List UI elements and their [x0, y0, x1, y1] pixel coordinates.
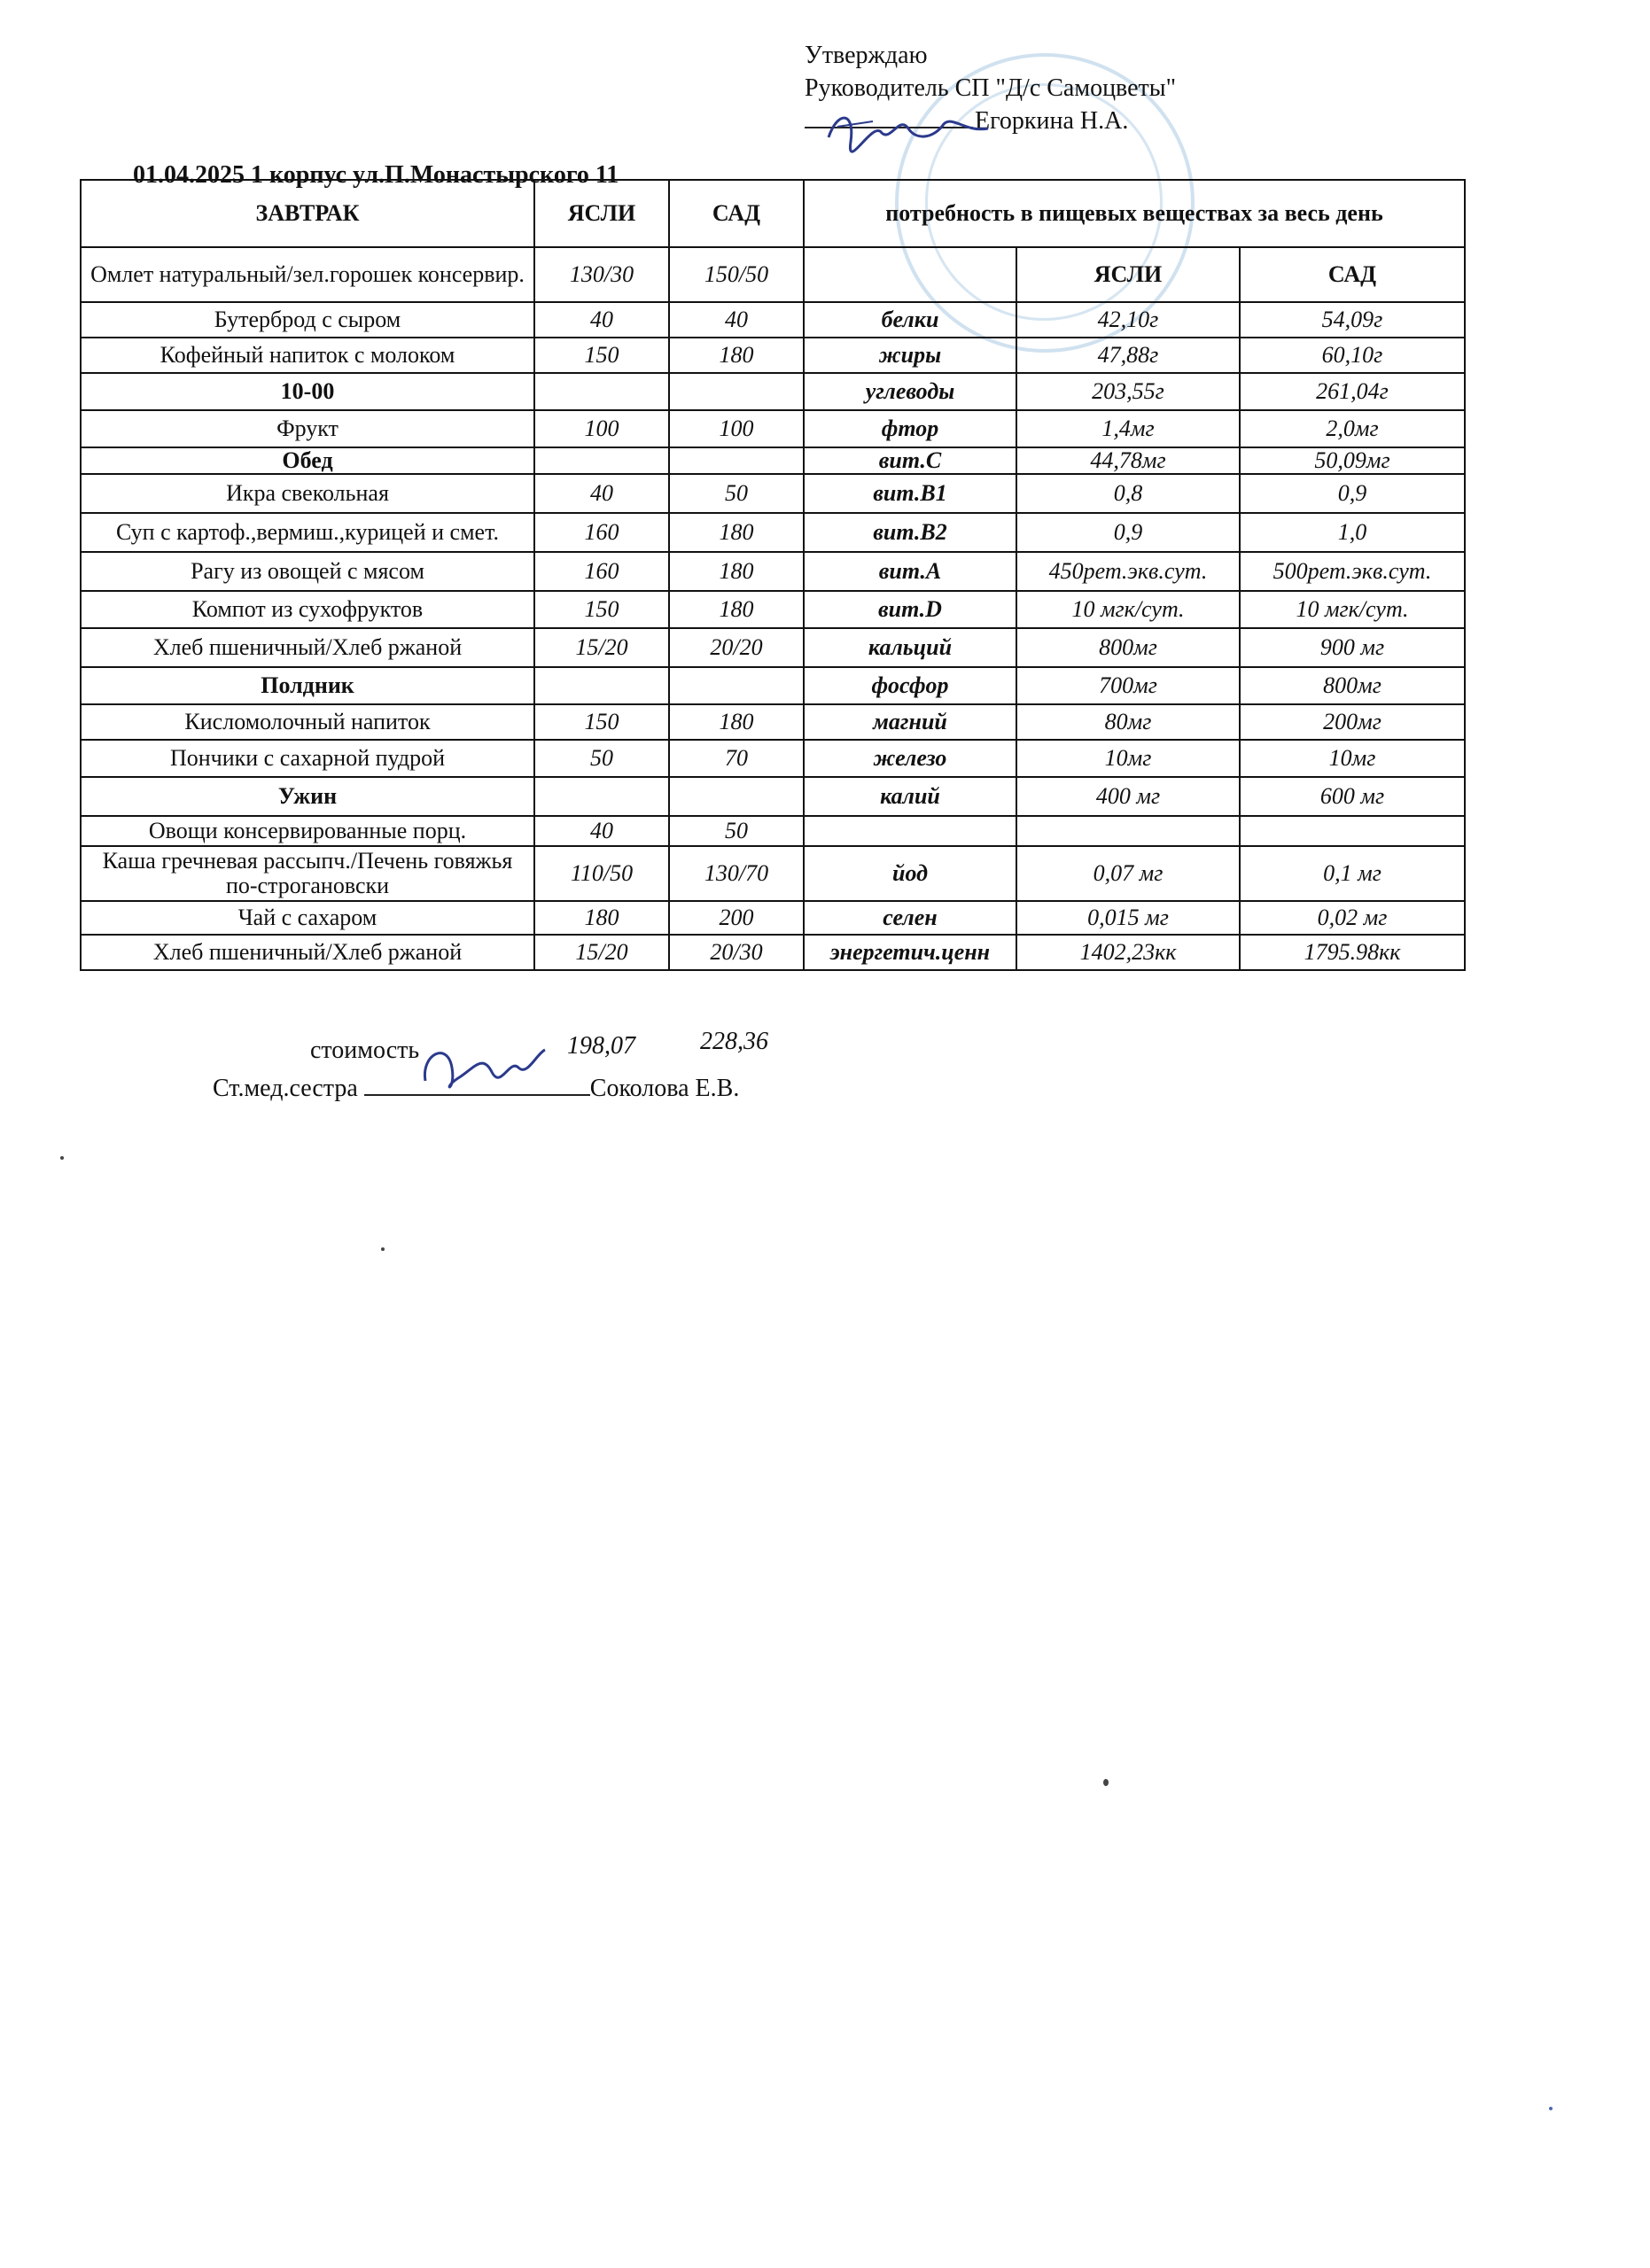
nutrient-nursery-value: 800мг	[1016, 628, 1240, 667]
nurse-line	[213, 1073, 739, 1103]
nutrient-name: жиры	[804, 338, 1016, 373]
dish-name: Икра свекольная	[81, 474, 534, 513]
dish-name: Рагу из овощей с мясом	[81, 552, 534, 591]
nutrient-garden-value: 500рет.экв.сут.	[1240, 552, 1465, 591]
nutrient-nursery-value: ЯСЛИ	[1016, 247, 1240, 302]
nutrient-name: вит.А	[804, 552, 1016, 591]
nutrient-garden-value: 1795.98кк	[1240, 935, 1465, 970]
dish-name: Овощи консервированные порц.	[81, 816, 534, 846]
dish-name: 10-00	[81, 373, 534, 410]
nutrient-garden-value: 0,1 мг	[1240, 846, 1465, 901]
nursery-portion: 180	[534, 901, 669, 935]
nursery-portion: 50	[534, 740, 669, 777]
table-row	[81, 474, 1465, 513]
nursery-portion	[534, 373, 669, 410]
nutrient-garden-value: 600 мг	[1240, 777, 1465, 816]
nutrient-nursery-value: 1402,23кк	[1016, 935, 1240, 970]
nutrient-name: вит.В2	[804, 513, 1016, 552]
table-row	[81, 338, 1465, 373]
nursery-portion	[534, 447, 669, 474]
nutrient-nursery-value	[1016, 816, 1240, 846]
garden-portion: 180	[669, 704, 804, 740]
table-row	[81, 302, 1465, 338]
garden-portion: 180	[669, 552, 804, 591]
nutrient-nursery-value: 0,015 мг	[1016, 901, 1240, 935]
director-name: Егоркина Н.А.	[975, 107, 1129, 135]
nursery-portion	[534, 777, 669, 816]
header-nursery: ЯСЛИ	[534, 180, 669, 247]
garden-portion: 70	[669, 740, 804, 777]
document-title: 01.04.2025 1 корпус ул.П.Монастырского 11	[133, 161, 619, 189]
nutrient-name: калий	[804, 777, 1016, 816]
dish-name: Бутерброд с сыром	[81, 302, 534, 338]
garden-portion	[669, 447, 804, 474]
nutrient-name: магний	[804, 704, 1016, 740]
nutrient-garden-value: 54,09г	[1240, 302, 1465, 338]
header-nutrients: потребность в пищевых веществах за весь день	[804, 180, 1465, 247]
dish-name: Кисломолочный напиток	[81, 704, 534, 740]
nutrient-nursery-value: 42,10г	[1016, 302, 1240, 338]
nutrient-garden-value: 261,04г	[1240, 373, 1465, 410]
nutrient-name: энергетич.ценн	[804, 935, 1016, 970]
nutrient-garden-value: САД	[1240, 247, 1465, 302]
garden-portion: 180	[669, 591, 804, 628]
nutrient-name: фосфор	[804, 667, 1016, 704]
cost-garden: 228,36	[700, 1028, 768, 1055]
nutrient-name: белки	[804, 302, 1016, 338]
nutrient-nursery-value: 0,8	[1016, 474, 1240, 513]
nutrient-garden-value: 10мг	[1240, 740, 1465, 777]
scan-speck	[1103, 1779, 1109, 1786]
garden-portion: 180	[669, 513, 804, 552]
scan-speck	[60, 1156, 64, 1160]
nutrient-nursery-value: 0,07 мг	[1016, 846, 1240, 901]
nutrient-nursery-value: 400 мг	[1016, 777, 1240, 816]
dish-name: Каша гречневая рассыпч./Печень говяжья по-строгановски	[81, 846, 534, 901]
nutrient-nursery-value: 1,4мг	[1016, 410, 1240, 447]
header-meal: ЗАВТРАК	[81, 180, 534, 247]
table-row	[81, 667, 1465, 704]
nutrient-name: углеводы	[804, 373, 1016, 410]
dish-name: Ужин	[81, 777, 534, 816]
nurse-label: Ст.мед.сестра	[213, 1075, 358, 1102]
nutrient-name	[804, 247, 1016, 302]
garden-portion	[669, 373, 804, 410]
nursery-portion: 110/50	[534, 846, 669, 901]
table-row	[81, 447, 1465, 474]
header-garden: САД	[669, 180, 804, 247]
nursery-portion: 100	[534, 410, 669, 447]
nutrient-garden-value: 0,9	[1240, 474, 1465, 513]
scan-speck	[1549, 2107, 1553, 2110]
table-row	[81, 816, 1465, 846]
nurse-name: Соколова Е.В.	[589, 1075, 740, 1102]
table-row	[81, 591, 1465, 628]
nurse-signature-line	[364, 1073, 590, 1096]
dish-name: Хлеб пшеничный/Хлеб ржаной	[81, 935, 534, 970]
dish-name: Компот из сухофруктов	[81, 591, 534, 628]
table-row	[81, 740, 1465, 777]
table-row	[81, 704, 1465, 740]
dish-name: Обед	[81, 447, 534, 474]
nursery-portion: 150	[534, 704, 669, 740]
dish-name: Омлет натуральный/зел.горошек консервир.	[81, 247, 534, 302]
nutrient-name: фтор	[804, 410, 1016, 447]
nutrient-garden-value: 50,09мг	[1240, 447, 1465, 474]
garden-portion	[669, 777, 804, 816]
dish-name: Полдник	[81, 667, 534, 704]
nutrient-garden-value: 800мг	[1240, 667, 1465, 704]
nutrient-nursery-value: 44,78мг	[1016, 447, 1240, 474]
nutrient-garden-value: 2,0мг	[1240, 410, 1465, 447]
scan-speck	[381, 1247, 385, 1251]
nutrient-nursery-value: 80мг	[1016, 704, 1240, 740]
nutrient-nursery-value: 10мг	[1016, 740, 1240, 777]
garden-portion: 150/50	[669, 247, 804, 302]
garden-portion	[669, 667, 804, 704]
nutrient-garden-value: 200мг	[1240, 704, 1465, 740]
garden-portion: 100	[669, 410, 804, 447]
nursery-portion: 150	[534, 338, 669, 373]
garden-portion: 200	[669, 901, 804, 935]
nursery-portion: 160	[534, 513, 669, 552]
nutrient-name: железо	[804, 740, 1016, 777]
table-row	[81, 552, 1465, 591]
table-row	[81, 901, 1465, 935]
nutrient-name: вит.С	[804, 447, 1016, 474]
table-row	[81, 846, 1465, 901]
nutrient-nursery-value: 450рет.экв.сут.	[1016, 552, 1240, 591]
dish-name: Хлеб пшеничный/Хлеб ржаной	[81, 628, 534, 667]
nutrient-nursery-value: 203,55г	[1016, 373, 1240, 410]
cost-label: стоимость	[310, 1037, 420, 1064]
dish-name: Пончики с сахарной пудрой	[81, 740, 534, 777]
table-row	[81, 247, 1465, 302]
table-row	[81, 777, 1465, 816]
menu-table	[80, 179, 1466, 971]
nutrient-name: кальций	[804, 628, 1016, 667]
garden-portion: 50	[669, 816, 804, 846]
dish-name: Кофейный напиток с молоком	[81, 338, 534, 373]
nutrient-name	[804, 816, 1016, 846]
nutrient-name: вит.D	[804, 591, 1016, 628]
table-row	[81, 513, 1465, 552]
garden-portion: 180	[669, 338, 804, 373]
nutrient-garden-value: 900 мг	[1240, 628, 1465, 667]
nursery-portion: 15/20	[534, 628, 669, 667]
nutrient-name: вит.В1	[804, 474, 1016, 513]
nutrient-name: селен	[804, 901, 1016, 935]
nursery-portion: 160	[534, 552, 669, 591]
nutrient-name: йод	[804, 846, 1016, 901]
dish-name: Суп с картоф.,вермиш.,курицей и смет.	[81, 513, 534, 552]
director-signature	[820, 102, 997, 155]
nutrient-garden-value: 1,0	[1240, 513, 1465, 552]
nursery-portion: 130/30	[534, 247, 669, 302]
nursery-portion: 40	[534, 302, 669, 338]
nursery-portion: 15/20	[534, 935, 669, 970]
nursery-portion: 40	[534, 816, 669, 846]
nursery-portion: 150	[534, 591, 669, 628]
nutrient-nursery-value: 10 мгк/сут.	[1016, 591, 1240, 628]
nutrient-garden-value	[1240, 816, 1465, 846]
nutrient-nursery-value: 0,9	[1016, 513, 1240, 552]
table-header-row	[81, 180, 1465, 247]
nutrient-garden-value: 10 мгк/сут.	[1240, 591, 1465, 628]
nutrient-nursery-value: 700мг	[1016, 667, 1240, 704]
approval-line-1: Утверждаю	[805, 42, 928, 69]
table-row	[81, 373, 1465, 410]
garden-portion: 130/70	[669, 846, 804, 901]
garden-portion: 50	[669, 474, 804, 513]
dish-name: Чай с сахаром	[81, 901, 534, 935]
nutrient-garden-value: 60,10г	[1240, 338, 1465, 373]
garden-portion: 20/20	[669, 628, 804, 667]
nursery-portion: 40	[534, 474, 669, 513]
dish-name: Фрукт	[81, 410, 534, 447]
garden-portion: 40	[669, 302, 804, 338]
nutrient-garden-value: 0,02 мг	[1240, 901, 1465, 935]
table-row	[81, 628, 1465, 667]
table-row	[81, 410, 1465, 447]
cost-nursery: 198,07	[567, 1032, 635, 1060]
nutrient-nursery-value: 47,88г	[1016, 338, 1240, 373]
table-row	[81, 935, 1465, 970]
garden-portion: 20/30	[669, 935, 804, 970]
nursery-portion	[534, 667, 669, 704]
approval-line-2: Руководитель СП "Д/с Самоцветы"	[805, 74, 1177, 102]
